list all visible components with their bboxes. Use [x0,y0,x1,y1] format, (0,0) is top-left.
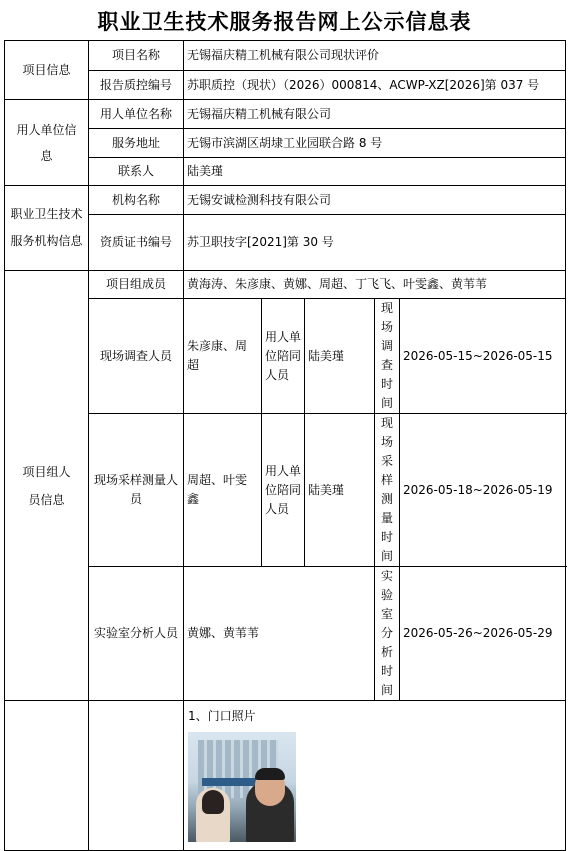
survey-time-label: 现场调查时间 [375,299,400,414]
lab-staff-value: 黄娜、黄苇苇 [184,567,375,701]
agency-name-value: 无锡安诚检测科技有限公司 [184,186,566,215]
lab-staff-label: 实验室分析人员 [89,567,184,701]
survey-time-value: 2026-05-15~2026-05-15 [400,299,566,414]
lab-time-value: 2026-05-26~2026-05-29 [400,567,566,701]
report-no-value: 苏职质控（现状）（2026）000814、ACWP-XZ[2026]第 037 号 [184,71,566,100]
cert-no-label: 资质证书编号 [89,215,184,271]
section-employer-info [5,100,89,186]
address-label: 服务地址 [89,129,184,158]
disclosure-table [4,40,566,851]
section-agency-info [5,186,89,271]
survey-accomp-value: 陆美瑾 [305,299,375,414]
section-project-info: 项目信息 [5,41,89,100]
survey-staff-value: 朱彦康、周超 [184,299,262,414]
cert-no-value: 苏卫职技字[2021]第 30 号 [184,215,566,271]
members-value: 黄海涛、朱彦康、黄娜、周超、丁飞飞、叶雯鑫、黄苇苇 [184,271,566,299]
sampling-time-value: 2026-05-18~2026-05-19 [400,414,566,567]
agency-name-label: 机构名称 [89,186,184,215]
sampling-staff-label: 现场采样测量人员 [89,414,184,567]
survey-staff-label: 现场调查人员 [89,299,184,414]
sampling-accomp-value: 陆美瑾 [305,414,375,567]
photo-cell [184,701,566,851]
sampling-accomp-label: 用人单位陪同人员 [262,414,305,567]
photo-person-left-hair [202,790,224,814]
project-name-label: 项目名称 [89,41,184,71]
lab-time-label: 实验室分析时间 [375,567,400,701]
sampling-time-label: 现场采样测量时间 [375,414,400,567]
members-label: 项目组成员 [89,271,184,299]
gate-photo-label: 1、门口照片 [188,709,256,723]
page-title: 职业卫生技术服务报告网上公示信息表 [97,9,472,34]
sampling-staff-value: 周超、叶雯鑫 [184,414,262,567]
report-no-label: 报告质控编号 [89,71,184,100]
section-team-info [5,271,89,701]
survey-accomp-label: 用人单位陪同人员 [262,299,305,414]
gate-photo [188,732,296,842]
photo-person-right-hair [255,768,285,780]
section-employer-info-label: 用人单位信息 [16,122,77,163]
employer-name-label: 用人单位名称 [89,100,184,129]
section-agency-info-label: 职业卫生技术服务机构信息 [10,207,83,248]
project-name-value: 无锡福庆精工机械有限公司现状评价 [184,41,566,71]
employer-name-value: 无锡福庆精工机械有限公司 [184,100,566,129]
photo-section-blank-2 [89,701,184,851]
contact-label: 联系人 [89,158,184,186]
address-value: 无锡市滨湖区胡埭工业园联合路 8 号 [184,129,566,158]
photo-section-blank [5,701,89,851]
contact-value: 陆美瑾 [184,158,566,186]
section-team-info-label: 项目组人员信息 [22,464,71,507]
